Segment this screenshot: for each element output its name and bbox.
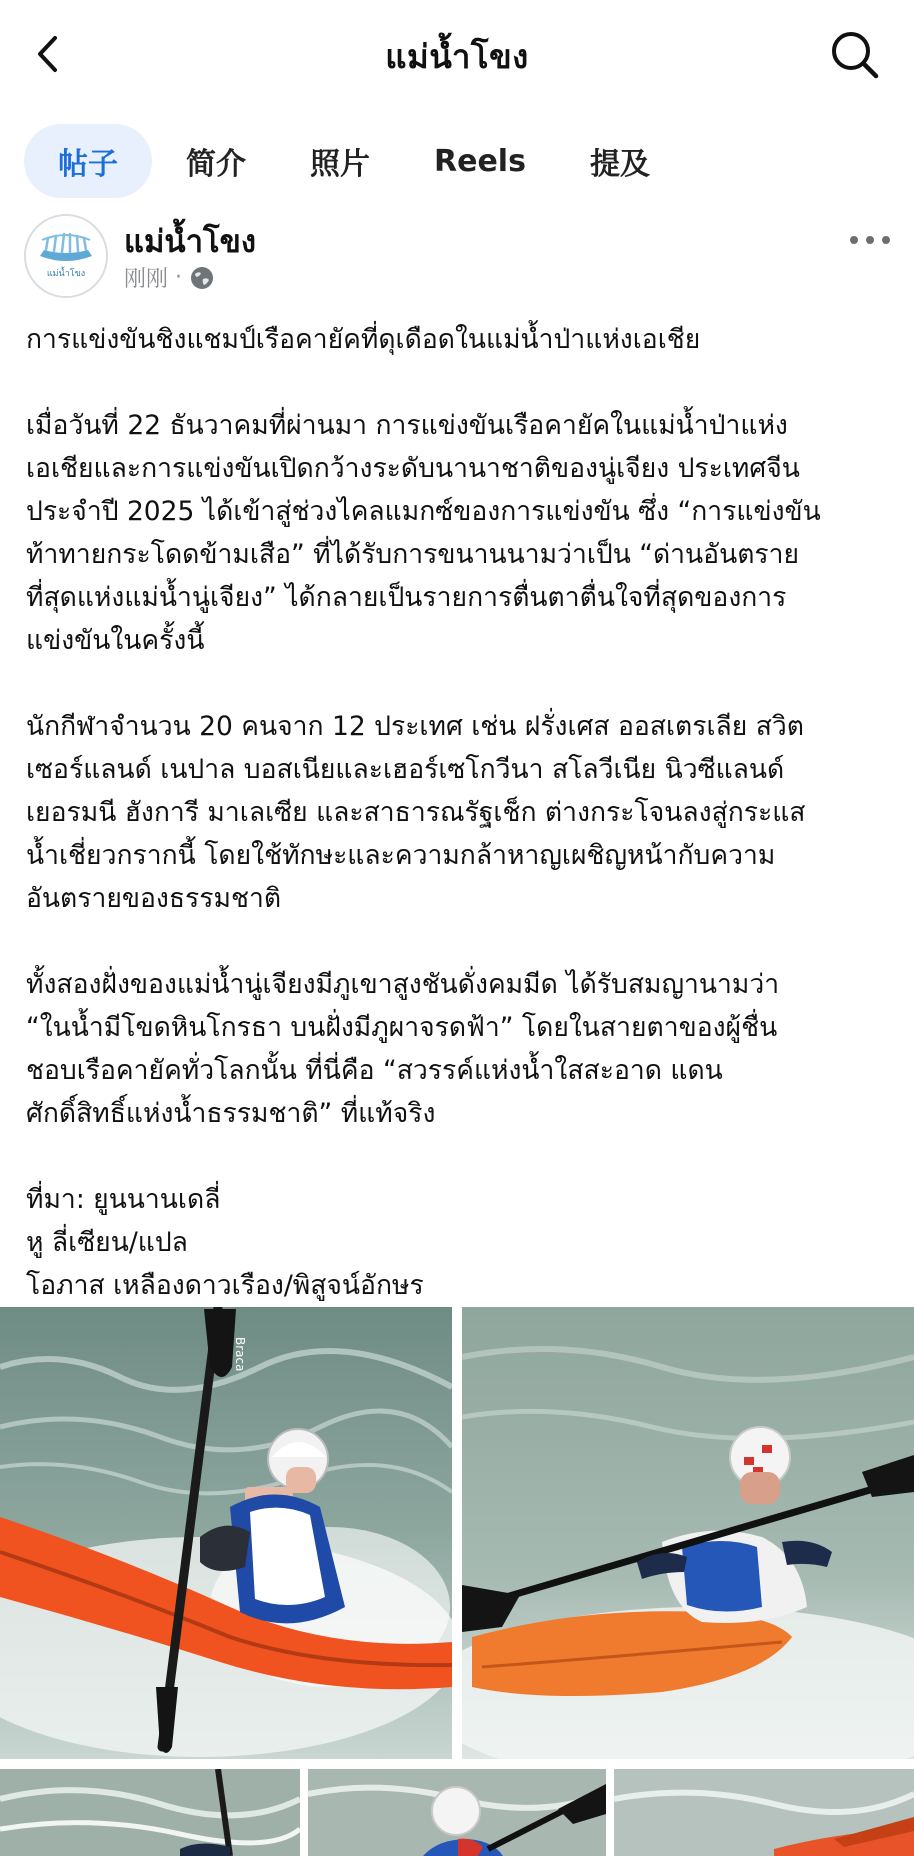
dot-icon xyxy=(850,236,858,244)
avatar[interactable] xyxy=(24,214,108,298)
post-paragraph: นักกีฬาจำนวน 20 คนจาก 12 ประเทศ เช่น ฝรั่งเศส ออสเตรเลีย สวิต เซอร์แลนด์ เนปาล บอสเนียและเฮอร์เซโกวีนา สโลวีเนีย นิวซีแลนด์ เยอรมนี ฮังการี มาเลเซีย และสาธารณรัฐเช็ก ต่างกระโจนลงสู่กระแส น้ำเชี่ยวกรากนี้ โดยใช้ทักษะและความกล้าหาญเผชิญหน้ากับความ อันตรายของธรรมชาติ xyxy=(26,711,806,914)
tab-about[interactable]: 简介 xyxy=(186,147,246,182)
top-bar xyxy=(0,0,914,110)
search-icon xyxy=(828,28,882,82)
paddle-brand: Braca xyxy=(233,1337,247,1372)
post-photo-3[interactable] xyxy=(0,1769,300,1856)
tab-reels[interactable]: Reels xyxy=(434,143,526,179)
post-photo-4[interactable] xyxy=(308,1769,606,1856)
post-time: 刚刚 xyxy=(124,267,169,292)
post-photo-5[interactable] xyxy=(614,1769,914,1856)
author-name[interactable]: แม่น้ำโขง xyxy=(124,224,256,260)
post-paragraph: เมื่อวันที่ 22 ธันวาคมที่ผ่านมา การแข่งขันเรือคายัคในแม่น้ำป่าแห่ง เอเชียและการแข่งขันเปิดกว้างระดับนานาชาติของนู่เจียง ประเทศจีน ประจำปี 2025 ได้เข้าสู่ช่วงไคลแมกซ์ของการแข่งขัน ซึ่ง “การแข่งขัน ท้าทายกระโดดข้ามเสือ” ที่ได้รับการขนานนามว่าเป็น “ด่านอันตราย ที่สุดแห่งแม่น้ำนู่เจียง” ได้กลายเป็นรายการตื่นตาตื่นใจที่สุดของการ แข่งขันในครั้งนี้ xyxy=(26,410,821,656)
post-text xyxy=(26,318,894,1307)
dot-icon xyxy=(866,236,874,244)
tab-posts[interactable]: 帖子 xyxy=(24,124,152,198)
tab-mentions[interactable]: 提及 xyxy=(589,147,650,182)
post-photo-1[interactable] xyxy=(0,1307,452,1759)
post-photo-2[interactable] xyxy=(462,1307,914,1759)
post-header xyxy=(24,214,890,298)
boat-logo-icon xyxy=(26,216,106,296)
meta-separator: · xyxy=(175,265,183,290)
profile-tabs xyxy=(24,124,684,198)
tab-photos[interactable]: 照片 xyxy=(310,147,370,182)
more-options-button[interactable] xyxy=(850,230,890,250)
search-button[interactable] xyxy=(828,28,882,82)
globe-icon xyxy=(189,265,215,291)
post-paragraph: ทั้งสองฝั่งของแม่น้ำนู่เจียงมีภูเขาสูงชันดั่งคมมีด ได้รับสมญานามว่า “ในน้ำมีโขดหินโกรธา บนฝั่งมีภูผาจรดฟ้า” โดยในสายตาของผู้ชื่น ชอบเรือคายัคทั่วโลกนั้น ที่นี่คือ “สวรรค์แห่งน้ำใสสะอาด แดน ศักดิ์สิทธิ์แห่งน้ำธรรมชาติ” ที่แท้จริง xyxy=(26,969,780,1129)
post-meta xyxy=(124,262,215,293)
page-title: แม่น้ำโขง xyxy=(385,37,529,76)
avatar-text: แม่น้ำโขง xyxy=(46,269,86,279)
post-title-paragraph: การแข่งขันชิงแชมป์เรือคายัคที่ดุเดือดในแม่น้ำป่าแห่งเอเชีย xyxy=(26,324,701,355)
dot-icon xyxy=(882,236,890,244)
post-credits: ที่มา: ยูนนานเดลี่ หู ลี่เซียน/แปล โอภาส เหลืองดาวเรือง/พิสูจน์อักษร xyxy=(26,1184,424,1301)
